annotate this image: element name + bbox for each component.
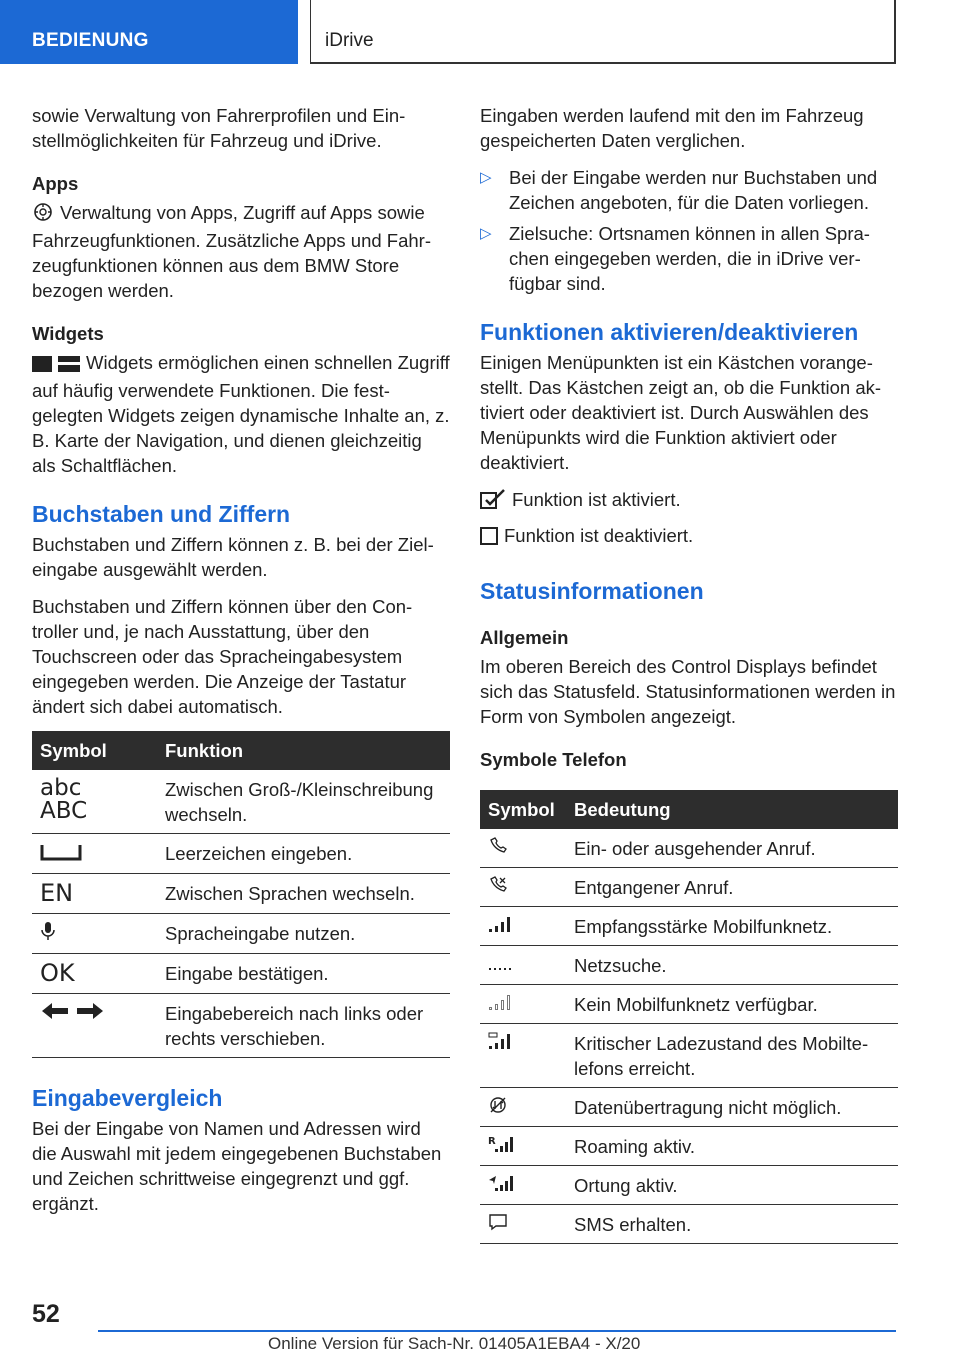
footer-text: Online Version für Sach-Nr. 01405A1EBA4 - X/20: [268, 1334, 641, 1353]
page-number: 52: [32, 1300, 60, 1328]
apps-heading: Apps: [32, 173, 79, 194]
status-heading: Statusinformationen: [480, 578, 704, 604]
intro-paragraph: sowie Verwaltung von Fahrerprofilen und Einstellmöglichkeiten für Fahrzeug und iDrive.: [32, 105, 406, 151]
row-text: Leerzeichen eingeben.: [157, 834, 450, 874]
letters-paragraph-1: Buchstaben und Ziffern können z. B. bei der Zieleingabe ausgewählt werden.: [32, 534, 434, 580]
svg-text:R: R: [488, 1136, 496, 1147]
widgets-heading: Widgets: [32, 323, 104, 344]
triangle-bullet-icon: ▷: [480, 169, 492, 186]
apps-text: Verwaltung von Apps, Zugriff auf Apps sowie Fahrzeugfunktionen. Zusätzliche Apps und Fahrzeugfunktionen können aus dem BMW Store bezogen werden.: [32, 202, 432, 301]
sms-icon: [488, 1214, 508, 1235]
functions-heading: Funktionen aktivieren/deaktivieren: [480, 319, 859, 345]
row-text: Kritischer Ladezustand des Mobiltelefons erreicht.: [566, 1024, 898, 1088]
row-text: Kein Mobilfunknetz verfügbar.: [566, 985, 898, 1024]
table-row: [32, 874, 450, 914]
row-text: Datenübertragung nicht möglich.: [566, 1088, 898, 1127]
checkbox-checked-icon: [480, 489, 506, 515]
row-text: Eingabe bestätigen.: [157, 954, 450, 994]
location-icon: [488, 1175, 514, 1196]
row-text: Ein- oder ausgehender Anruf.: [566, 829, 898, 868]
functions-paragraph: Einigen Menüpunkten ist ein Kästchen vorangestellt. Das Kästchen zeigt an, ob die Funktion aktiviert oder deaktiviert ist. Durch Auswählen des Menüpunkts wird die Funktion aktiviert oder deaktiviert.: [480, 352, 882, 473]
low-battery-icon: [488, 1033, 514, 1054]
page-header: [0, 0, 960, 66]
phone-symbol-table: [480, 790, 898, 1244]
table-row: [480, 907, 898, 946]
letters-heading: Buchstaben und Ziffern: [32, 501, 291, 527]
table-row: [480, 1166, 898, 1205]
table-row: [32, 770, 450, 834]
no-data-transfer-icon: [488, 1097, 508, 1118]
network-search-icon: [488, 955, 514, 976]
table-row: [480, 1127, 898, 1166]
table-row: [480, 985, 898, 1024]
table-row: [480, 1024, 898, 1088]
col-header-meaning: Bedeutung: [566, 790, 898, 829]
arrow-right-icon: [75, 1003, 105, 1024]
row-text: Spracheingabe nutzen.: [157, 914, 450, 954]
deactivated-line: Funktion ist deaktiviert.: [480, 523, 898, 551]
list-item: ▷ Bei der Eingabe werden nur Buchstaben und Zeichen angeboten, für die Daten vorliegen.: [480, 167, 878, 213]
table-row: [32, 914, 450, 954]
table-row: [480, 1088, 898, 1127]
table-row: [32, 954, 450, 994]
space-icon: [40, 844, 82, 865]
roaming-icon: [488, 1136, 514, 1157]
triangle-bullet-icon: ▷: [480, 225, 492, 242]
ok-symbol: OK: [40, 959, 75, 987]
table-row: [480, 868, 898, 907]
row-text: Entgangener Anruf.: [566, 868, 898, 907]
language-symbol: EN: [40, 879, 74, 907]
phone-call-icon: [488, 838, 508, 859]
row-text: Eingabebereich nach links oder rechts verschieben.: [157, 994, 450, 1058]
keyboard-symbol-table: [32, 731, 450, 1058]
widgets-paragraph: [32, 350, 450, 478]
checkbox-empty-icon: [480, 526, 498, 551]
compare-paragraph: Bei der Eingabe von Namen und Adressen wird die Auswahl mit jedem eingegebenen Buchstaben und Zeichen schrittweise eingegrenzt und ggf. ergänzt.: [32, 1118, 442, 1214]
row-text: Netzsuche.: [566, 946, 898, 985]
letters-paragraph-2: Buchstaben und Ziffern können über den Controller und, je nach Ausstattung, über den Touchscreen oder das Spracheingabesystem eingegeben werden. Die Anzeige der Tastatur ändert sich dabei automatisch.: [32, 596, 413, 717]
widgets-icon: [32, 353, 80, 378]
table-row: [480, 829, 898, 868]
compare-heading: Eingabevergleich: [32, 1085, 223, 1111]
table-row: [480, 1205, 898, 1244]
apps-icon: [32, 202, 54, 228]
row-text: Roaming aktiv.: [566, 1127, 898, 1166]
right-column: [480, 103, 898, 1244]
phone-symbols-heading: Symbole Telefon: [480, 749, 627, 770]
row-text: Empfangsstärke Mobilfunknetz.: [566, 907, 898, 946]
widgets-text: Widgets ermöglichen einen schnellen Zugriff auf häufig verwendete Funktionen. Die festgelegten Widgets zeigen dynamische Inhalte an, z. B. Karte der Navigation, und dienen gleichzeitig als Schaltflächen.: [32, 352, 450, 476]
signal-strength-icon: [488, 916, 514, 937]
row-text: Zwischen Groß-/Kleinschreibung wechseln.: [157, 770, 450, 834]
table-row: [32, 994, 450, 1058]
table-row: [480, 946, 898, 985]
missed-call-icon: [488, 877, 508, 898]
col-header-symbol: Symbol: [480, 790, 566, 829]
general-paragraph: Im oberen Bereich des Control Displays befindet sich das Statusfeld. Statusinformationen werden in Form von Symbolen angezeigt.: [480, 656, 896, 727]
col-header-function: Funktion: [157, 731, 450, 770]
case-toggle-symbol: abc ABC: [32, 770, 157, 834]
col-header-symbol: Symbol: [32, 731, 157, 770]
row-text: Ortung aktiv.: [566, 1166, 898, 1205]
right-intro-paragraph: Eingaben werden laufend mit den im Fahrzeug gespeicherten Daten verglichen.: [480, 105, 864, 151]
section-tab: BEDIENUNG: [0, 0, 298, 64]
no-network-icon: [488, 994, 514, 1015]
chapter-tab: iDrive: [310, 0, 896, 64]
general-heading: Allgemein: [480, 627, 569, 648]
list-item: ▷ Zielsuche: Ortsnamen können in allen Sprachen eingegeben werden, die in iDrive verfügbar sind.: [480, 223, 870, 294]
bullet-list: [480, 165, 898, 296]
left-column: [32, 103, 450, 1228]
microphone-icon: [40, 924, 56, 945]
row-text: Zwischen Sprachen wechseln.: [157, 874, 450, 914]
table-row: [32, 834, 450, 874]
row-text: SMS erhalten.: [566, 1205, 898, 1244]
apps-paragraph: [32, 200, 450, 303]
activated-line: Funktion ist aktiviert.: [480, 487, 898, 515]
arrow-left-icon: [40, 1003, 75, 1024]
footer-divider: [98, 1330, 896, 1332]
